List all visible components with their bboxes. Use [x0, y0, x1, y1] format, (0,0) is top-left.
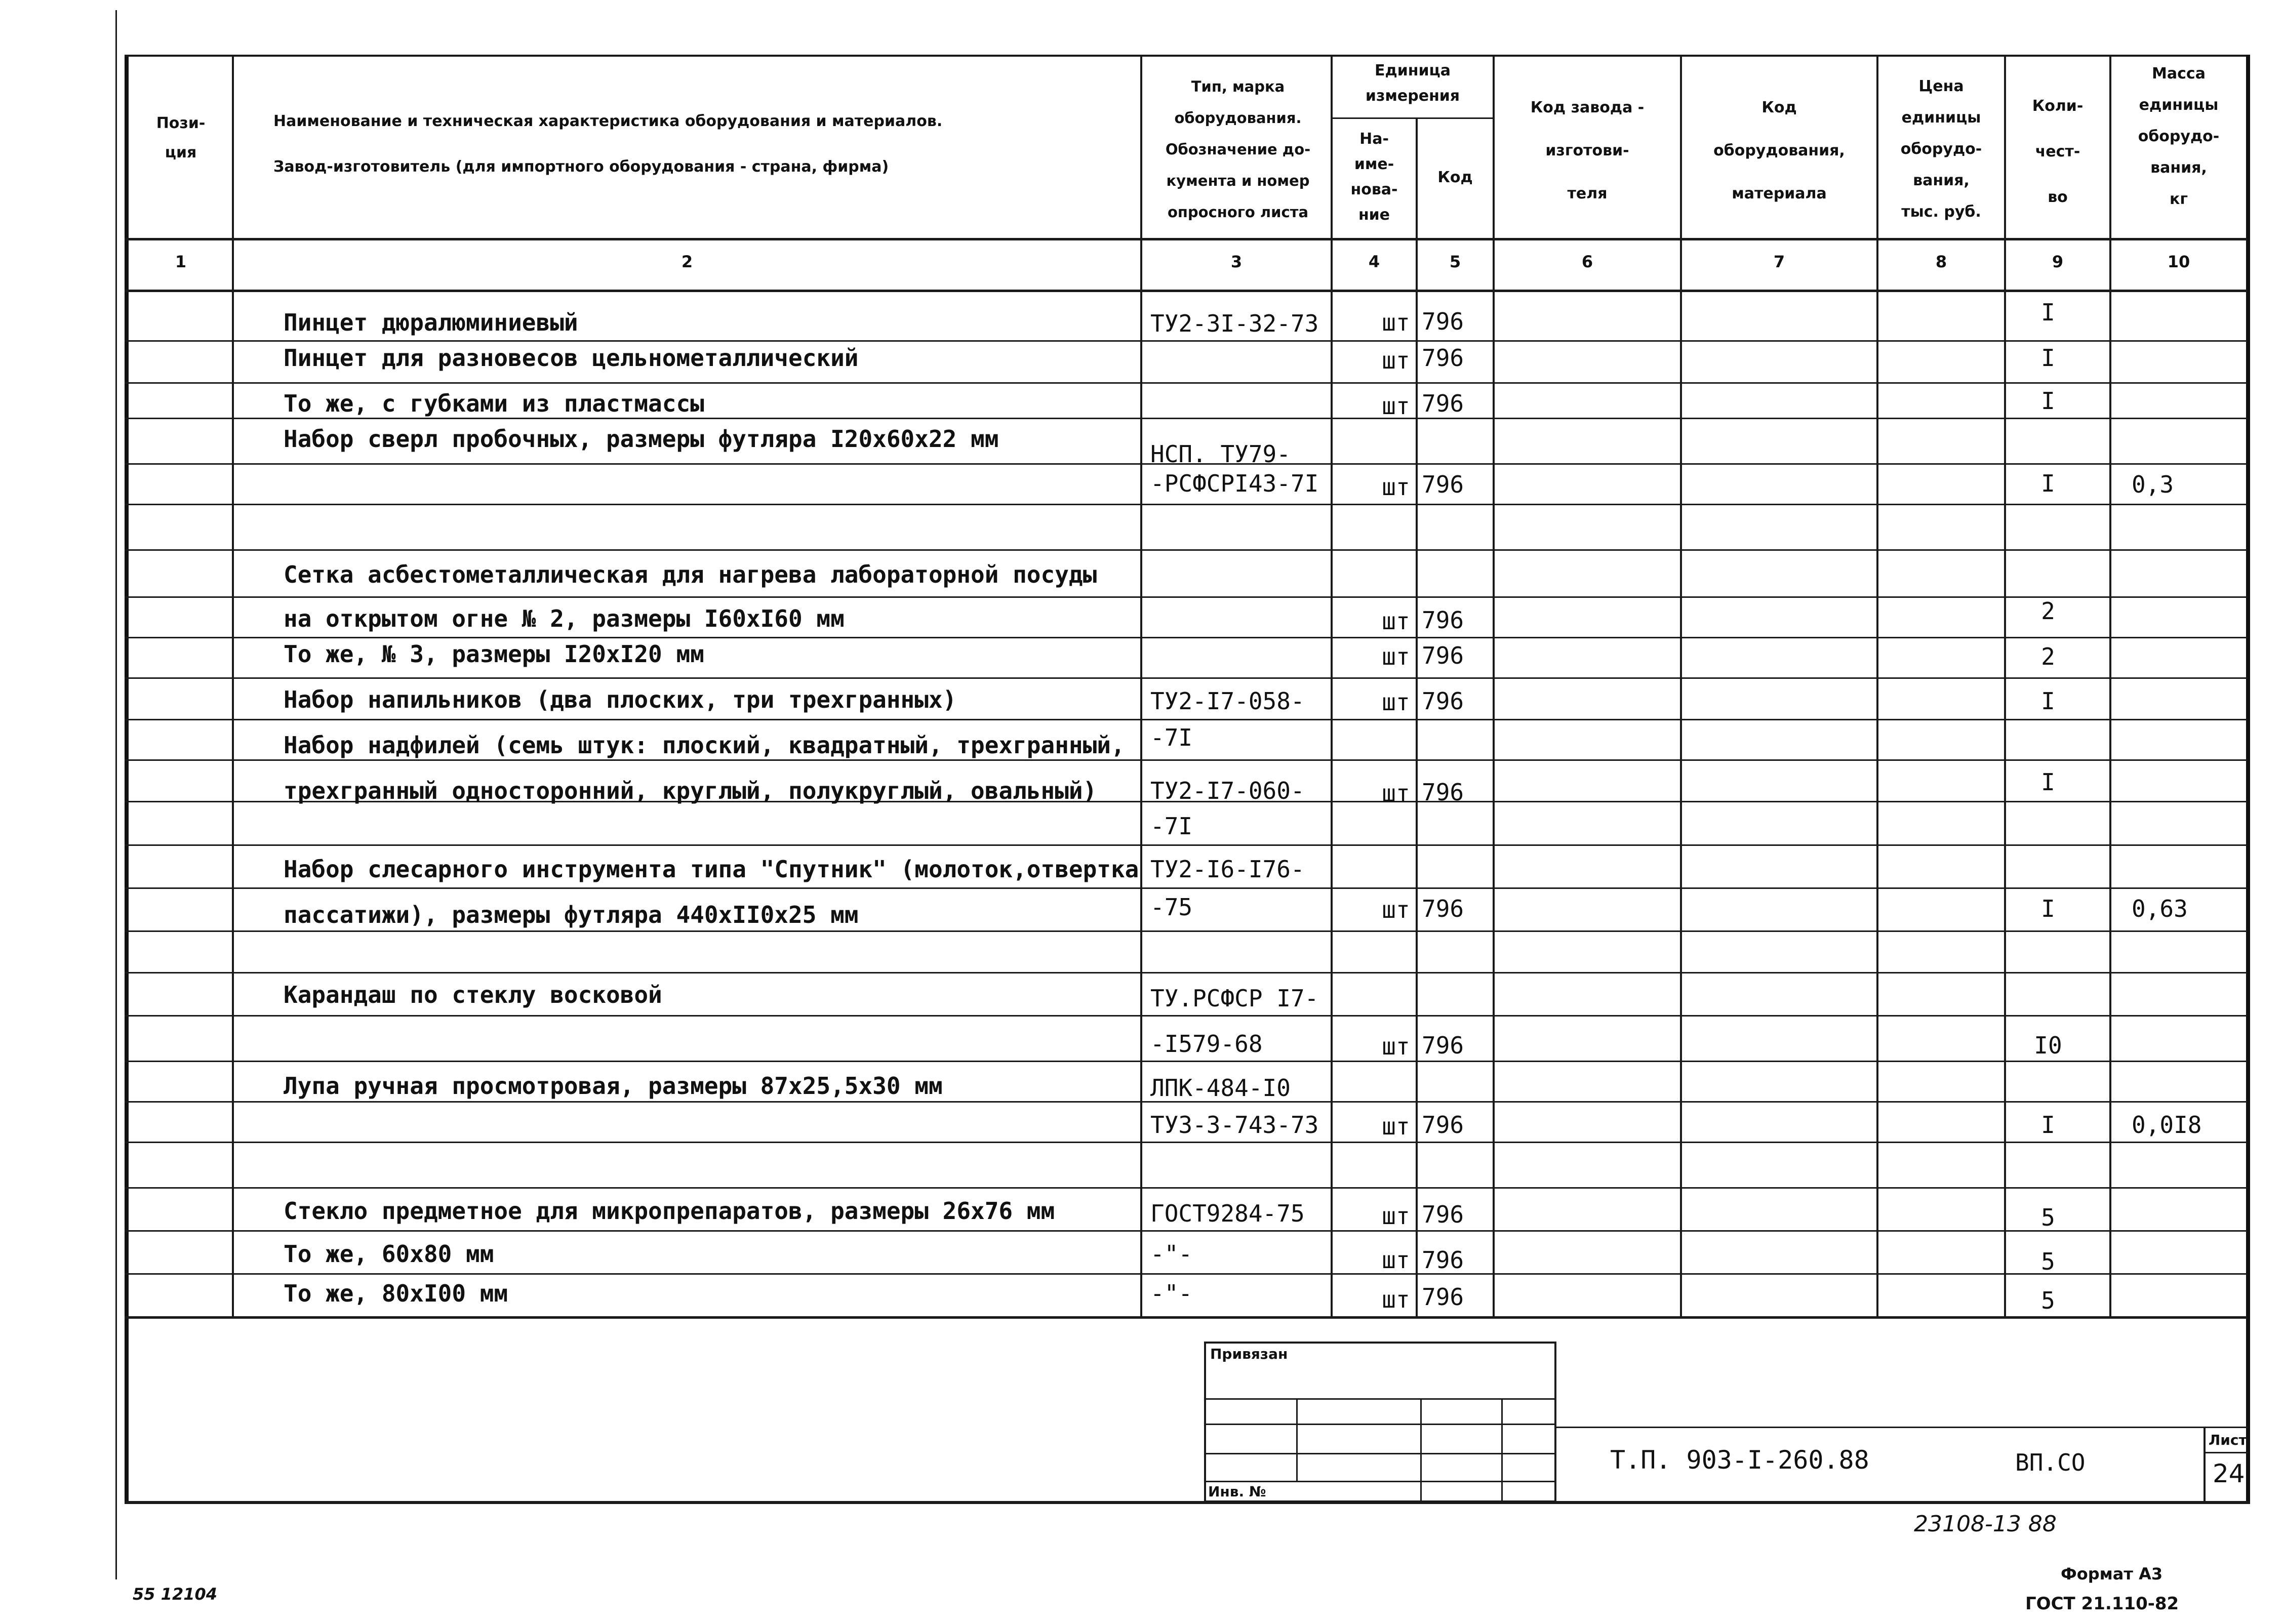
col-divider-1 [232, 55, 234, 1318]
header-bottom-line [125, 238, 2247, 240]
row-line [125, 972, 2247, 973]
header-col3: Тип, марка оборудования. Обозначение до- кумента и номер опросного листа [1165, 78, 1311, 221]
column-number: 1 [175, 252, 187, 271]
item-name: Пинцет для разновесов цельнометаллический [284, 344, 859, 372]
item-name: Лупа ручная просмотровая, размеры 87x25,5x30 мм [284, 1072, 943, 1100]
item-code: 796 [1422, 1283, 1464, 1311]
col-divider-8 [2004, 55, 2006, 1318]
stamp-privyazan-box [1204, 1342, 1556, 1503]
item-code: 796 [1422, 687, 1464, 715]
item-type: -I579-68 [1150, 1030, 1263, 1058]
column-number: 4 [1368, 252, 1380, 271]
header-col9: Коли- чест- во [2032, 97, 2084, 206]
column-number: 9 [2052, 252, 2064, 271]
item-unit: шт [1382, 1113, 1410, 1140]
item-code: 796 [1422, 471, 1464, 498]
column-number: 8 [1935, 252, 1947, 271]
item-name: трехгранный односторонний, круглый, полукруглый, овальный) [284, 777, 1097, 804]
row-line [125, 549, 2247, 551]
row-line [125, 1187, 2247, 1189]
item-code: 796 [1422, 895, 1464, 922]
item-name: Пинцет дюралюминиевый [284, 309, 578, 336]
row-line [125, 759, 2247, 761]
item-name: То же, с губками из пластмассы [284, 390, 704, 417]
row-line [125, 596, 2247, 598]
item-type: -"- [1150, 1280, 1193, 1307]
stamp-line [1204, 1481, 1556, 1482]
sheet-label: Лист [2209, 1432, 2247, 1448]
item-qty: 5 [2041, 1287, 2055, 1314]
item-type: ГОСТ9284-75 [1150, 1200, 1305, 1227]
item-code: 796 [1422, 308, 1464, 335]
frame-bottom-border [125, 1501, 2250, 1504]
row-line [125, 1273, 2247, 1275]
row-line [125, 1061, 2247, 1062]
item-name: пассатижи), размеры футляра 440xII0x25 мм [284, 901, 859, 928]
gost-label: ГОСТ 21.110-82 [2025, 1594, 2179, 1614]
item-type: ТУ.РСФСР I7- [1150, 985, 1319, 1012]
stamp-col [1420, 1398, 1422, 1503]
item-qty: I [2041, 768, 2055, 796]
stamp-col [1296, 1398, 1298, 1481]
item-unit: шт [1382, 1246, 1410, 1274]
item-code: 796 [1422, 642, 1464, 669]
header-col2: Наименование и техническая характеристика оборудования и материалов. Завод-изготовитель (для импортного оборудования - страна, фирма) [273, 112, 943, 176]
item-code: 796 [1422, 779, 1464, 806]
item-qty: I [2041, 387, 2055, 415]
item-code: 796 [1422, 606, 1464, 634]
col-divider-2 [1140, 55, 1142, 1318]
item-mass: 0,63 [2132, 895, 2188, 922]
header-col4: На- име- нова- ние [1350, 130, 1398, 224]
column-number: 6 [1581, 252, 1593, 271]
col-divider-6 [1680, 55, 1682, 1318]
row-line [125, 844, 2247, 846]
item-qty: I [2041, 895, 2055, 922]
item-qty: I [2041, 299, 2055, 326]
item-qty: I [2041, 470, 2055, 497]
binding-margin-line [115, 10, 117, 1579]
item-name: Сетка асбестометаллическая для нагрева лабораторной посуды [284, 561, 1097, 588]
header-col5: Код [1437, 169, 1473, 186]
item-name: Карандаш по стеклу восковой [284, 981, 662, 1008]
item-name: То же, 60x80 мм [284, 1240, 494, 1268]
item-name: Набор напильников (два плоских, три трехгранных) [284, 686, 957, 713]
stamp-line [1204, 1453, 1556, 1454]
item-unit: шт [1382, 896, 1410, 923]
item-qty: 2 [2041, 597, 2055, 625]
frame-left-border [125, 55, 129, 1503]
stamp-sheet-line [2204, 1452, 2248, 1453]
item-qty: 5 [2041, 1204, 2055, 1231]
item-unit: шт [1382, 309, 1410, 336]
item-unit: шт [1382, 1286, 1410, 1313]
format-label: Формат А3 [2061, 1564, 2163, 1584]
row-line [125, 677, 2247, 679]
row-line [125, 887, 2247, 889]
item-type: НСП. ТУ79- [1150, 440, 1291, 468]
stamp-col [1501, 1398, 1503, 1503]
column-number: 3 [1230, 252, 1243, 271]
item-name: То же, № 3, размеры I20xI20 мм [284, 640, 704, 668]
row-line [125, 637, 2247, 638]
item-type: -7I [1150, 813, 1193, 840]
row-line [125, 504, 2247, 505]
stamp-line [1204, 1398, 1556, 1400]
item-unit: шт [1382, 392, 1410, 420]
header-col7: Код оборудования, материала [1713, 99, 1845, 202]
item-unit: шт [1382, 347, 1410, 374]
col-divider-7 [1876, 55, 1878, 1318]
item-qty: I [2041, 344, 2055, 372]
item-qty: 5 [2041, 1248, 2055, 1275]
colnum-bottom-line [125, 290, 2247, 292]
item-mass: 0,0I8 [2132, 1111, 2202, 1139]
table-bottom-line [125, 1316, 2247, 1319]
item-name: Набор слесарного инструмента типа "Спутник" (молоток,отвертка [284, 856, 1139, 883]
item-type: ЛПК-484-I0 [1150, 1074, 1291, 1102]
header-col6: Код завода - изготови- теля [1530, 99, 1645, 202]
item-type: ТУ2-3I-32-73 [1150, 310, 1319, 337]
left-code: 55 12104 [133, 1585, 217, 1604]
item-name: Набор надфилей (семь штук: плоский, квадратный, трехгранный, [284, 732, 1125, 759]
item-type: -75 [1150, 894, 1193, 921]
item-code: 796 [1422, 390, 1464, 417]
item-code: 796 [1422, 1246, 1464, 1274]
item-code: 796 [1422, 1032, 1464, 1059]
item-qty: I [2041, 1111, 2055, 1139]
item-code: 796 [1422, 344, 1464, 372]
item-unit: шт [1382, 473, 1410, 501]
stamp-doc-top-line [1556, 1427, 2248, 1428]
item-unit: шт [1382, 643, 1410, 670]
col-divider-5 [1493, 55, 1495, 1318]
item-unit: шт [1382, 1202, 1410, 1230]
item-name: Стекло предметное для микропрепаратов, размеры 26x76 мм [284, 1197, 1055, 1225]
item-type: ТУ2-I7-060- [1150, 777, 1305, 804]
row-line [125, 418, 2247, 419]
item-name: Набор сверл пробочных, размеры футляра I20x60x22 мм [284, 425, 999, 453]
header-col10: Масса единицы оборудо- вания, кг [2138, 65, 2220, 208]
row-line [125, 930, 2247, 932]
item-unit: шт [1382, 607, 1410, 635]
item-mass: 0,3 [2132, 471, 2174, 498]
row-line [125, 719, 2247, 720]
item-code: 796 [1422, 1111, 1464, 1139]
item-type: ТУ2-I7-058- [1150, 687, 1305, 715]
item-qty: I0 [2034, 1032, 2062, 1059]
stamp-line [1204, 1424, 1556, 1425]
archive-number: 23108-13 88 [1914, 1511, 2057, 1537]
item-code: 796 [1422, 1201, 1464, 1228]
item-qty: I [2041, 687, 2055, 715]
item-type: -"- [1150, 1240, 1193, 1268]
column-number: 7 [1773, 252, 1785, 271]
item-type: -РСФСРI43-7I [1150, 470, 1319, 497]
item-unit: шт [1382, 688, 1410, 716]
item-unit: шт [1382, 780, 1410, 807]
item-name: на открытом огне № 2, размеры I60xI60 мм [284, 605, 845, 632]
row-line [125, 340, 2247, 342]
item-unit: шт [1382, 1033, 1410, 1060]
stamp-privyazan-label: Привязан [1210, 1346, 1288, 1362]
col-divider-9 [2109, 55, 2111, 1318]
item-qty: 2 [2041, 643, 2055, 670]
row-line [125, 382, 2247, 384]
stamp-sheet-divider [2204, 1427, 2206, 1503]
unit-subheader-line [1332, 117, 1494, 119]
column-number: 5 [1449, 252, 1461, 271]
column-number: 10 [2167, 252, 2190, 271]
item-type: ТУ3-3-743-73 [1150, 1111, 1319, 1139]
header-col1: Пози- ция [156, 114, 206, 161]
stamp-inv-label: Инв. № [1208, 1483, 1266, 1500]
item-name: То же, 80xI00 мм [284, 1280, 508, 1307]
row-line [125, 1230, 2247, 1232]
row-line [125, 1142, 2247, 1143]
column-number: 2 [681, 252, 693, 271]
doc-suffix: ВП.СО [2015, 1449, 2086, 1476]
frame-right-border [2246, 55, 2250, 1503]
row-line [125, 1015, 2247, 1017]
sheet-number: 24 [2213, 1459, 2245, 1488]
header-col8: Цена единицы оборудо- вания, тыс. руб. [1900, 77, 1982, 221]
header-unit-group: Единица измерения [1365, 62, 1460, 105]
item-type: ТУ2-I6-I76- [1150, 856, 1305, 883]
item-type: -7I [1150, 724, 1193, 751]
col-divider-3 [1331, 55, 1333, 1318]
doc-code: Т.П. 903-I-260.88 [1610, 1445, 1869, 1475]
frame-top-border [125, 55, 2247, 57]
